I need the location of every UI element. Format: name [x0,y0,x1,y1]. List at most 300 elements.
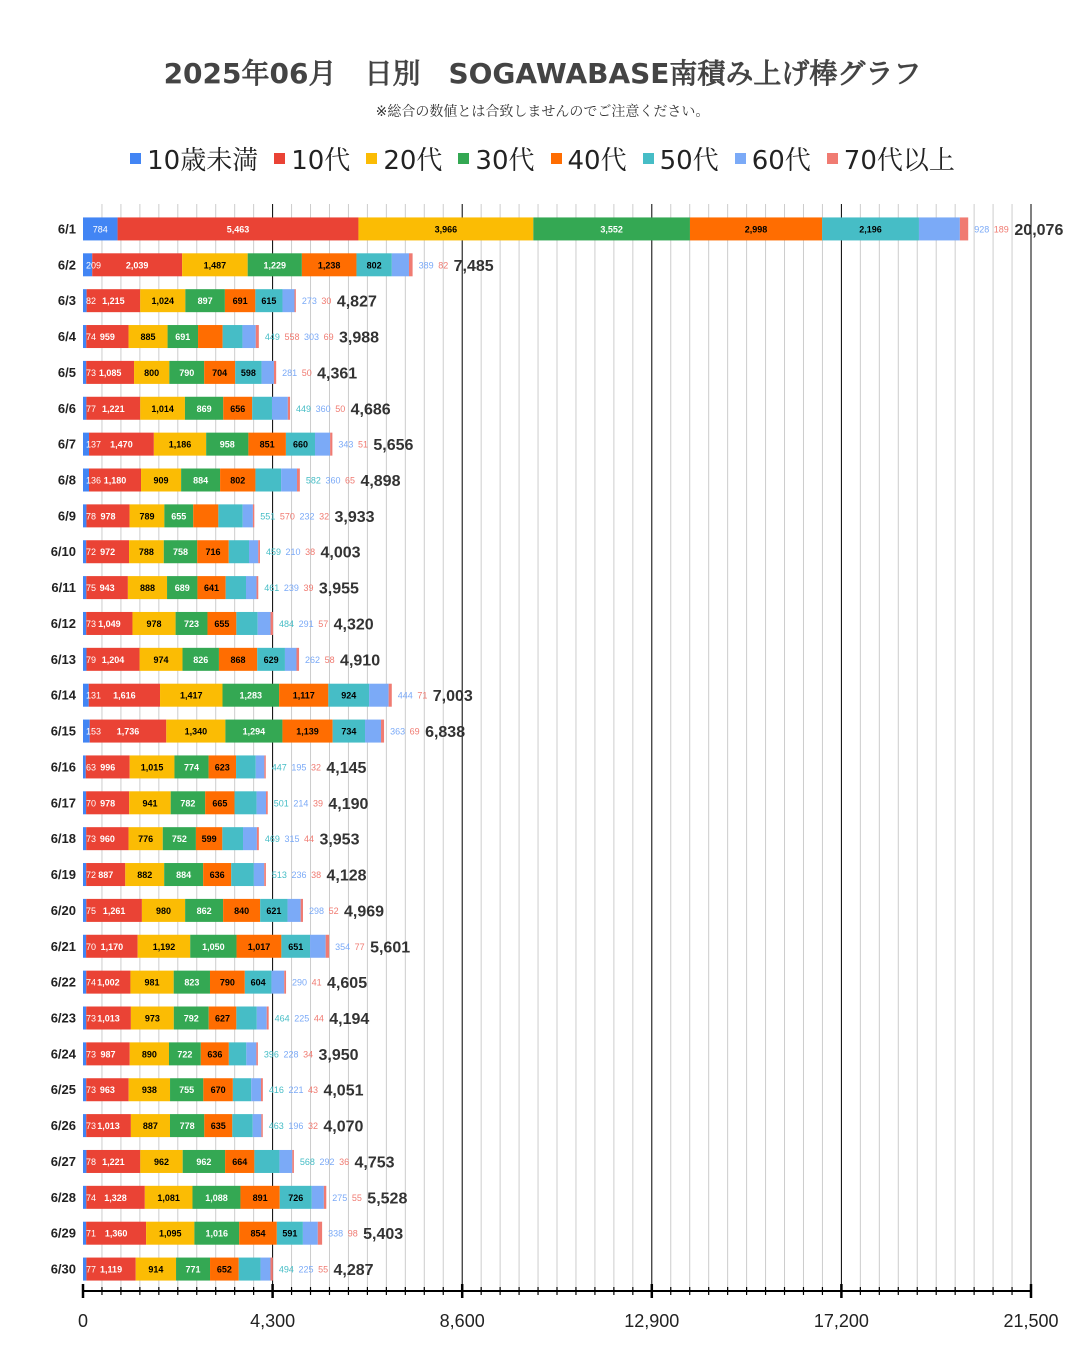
bar-segment [261,1258,271,1281]
total-label: 5,528 [367,1190,408,1208]
data-label: 1,139 [296,726,319,737]
data-label: 974 [153,654,169,665]
category-label: 6/5 [57,364,76,380]
data-label: 1,170 [100,941,124,952]
data-label: 670 [210,1085,226,1096]
data-label: 691 [175,332,191,343]
legend-label: 70代以上 [843,146,955,176]
data-label: 5,463 [226,224,250,235]
data-label: 1,095 [158,1228,182,1239]
data-label: 788 [138,547,154,558]
data-label: 36 [339,1156,350,1167]
bar-segment [369,684,389,707]
data-label: 82 [86,296,97,307]
data-label: 1,186 [168,439,192,450]
category-label: 6/28 [50,1189,76,1205]
bar-segment [330,433,332,456]
bar-segment [282,289,294,312]
data-label: 484 [279,618,295,629]
bar-segment [960,217,968,240]
bar-segment [303,1222,318,1245]
data-label: 71 [86,1228,97,1239]
bar-row [51,1078,364,1101]
data-label: 938 [141,1085,157,1096]
bar-segment [255,469,281,492]
data-label: 75 [86,583,97,594]
bar-row [58,361,357,384]
data-label: 996 [100,762,116,773]
bar-row [51,1114,364,1137]
bar-segment [232,1114,252,1137]
chart-subtitle: ※総合の数値とは合致しませんのでご注意ください。 [375,104,710,120]
bar-segment [365,720,381,743]
total-label: 5,656 [373,437,414,455]
total-label: 3,950 [318,1046,359,1064]
data-label: 826 [193,654,209,665]
bar-row [51,791,369,814]
bar-segment [243,504,253,527]
category-label: 6/3 [57,293,76,309]
data-label: 664 [232,1156,248,1167]
data-label: 41 [311,977,322,988]
data-label: 1,002 [97,977,120,988]
data-label: 636 [207,1049,223,1060]
data-label: 2,196 [859,224,882,235]
data-label: 501 [273,798,289,809]
total-label: 3,953 [319,831,360,849]
bar-segment [271,971,284,994]
bar-row [51,612,374,635]
bar-row [58,433,414,456]
bar-segment [297,469,300,492]
data-label: 221 [288,1085,304,1096]
bar-segment [222,827,243,850]
data-label: 360 [315,403,331,414]
data-label: 1,470 [110,439,133,450]
category-label: 6/26 [50,1118,76,1134]
data-label: 958 [219,439,235,450]
data-label: 73 [86,1049,97,1060]
data-label: 77 [86,1264,97,1275]
bar-row [51,971,368,994]
data-label: 598 [240,367,256,378]
bar-segment [264,755,265,778]
chart-title: 2025年06月 日別 SOGAWABASE南積み上げ棒グラフ [163,57,922,90]
data-label: 888 [139,583,155,594]
data-label: 39 [312,798,323,809]
data-label: 1,221 [102,403,125,414]
data-label: 136 [86,475,102,486]
data-label: 210 [285,547,301,558]
bar-row [51,863,367,886]
data-label: 239 [283,583,299,594]
bar-segment [253,504,254,527]
data-label: 494 [278,1264,294,1275]
data-label: 281 [282,367,298,378]
bar-segment [246,576,257,599]
data-label: 343 [338,439,354,450]
category-label: 6/13 [50,651,76,667]
data-label: 449 [264,332,280,343]
category-label: 6/2 [57,257,76,273]
total-label: 4,898 [360,473,401,490]
bar-segment [312,1186,324,1209]
data-label: 73 [86,1013,97,1024]
category-label: 6/10 [50,544,76,560]
data-label: 978 [146,618,162,629]
category-label: 6/20 [50,902,76,918]
category-label: 6/21 [50,938,76,954]
total-label: 3,955 [318,580,359,598]
bar-row [51,1150,395,1173]
data-label: 189 [993,224,1009,235]
bar-row [51,1222,404,1245]
data-label: 551 [260,511,276,522]
data-label: 802 [366,260,382,271]
data-label: 862 [196,905,212,916]
data-label: 38 [305,547,316,558]
bar-segment [256,1042,257,1065]
data-label: 360 [325,475,341,486]
bar-segment [229,540,249,563]
data-label: 50 [335,403,346,414]
bar-row [51,899,384,922]
data-label: 57 [318,618,329,629]
data-label: 77 [354,941,365,952]
category-label: 6/19 [50,867,76,883]
bar-segment [261,1078,263,1101]
data-label: 629 [263,654,279,665]
data-label: 389 [418,260,434,271]
total-label: 4,070 [323,1118,364,1136]
data-label: 131 [86,690,102,701]
bar-segment [229,1042,246,1065]
bar-segment [236,612,257,635]
data-label: 1,049 [98,618,121,629]
bar-segment [226,576,246,599]
total-label: 3,933 [334,508,375,526]
data-label: 444 [397,690,413,701]
data-label: 973 [144,1013,160,1024]
data-label: 214 [293,798,309,809]
category-label: 6/6 [57,400,76,416]
data-label: 941 [142,798,158,809]
data-label: 621 [266,905,282,916]
data-label: 615 [261,296,277,307]
data-label: 854 [250,1228,266,1239]
category-label: 6/22 [50,974,76,990]
data-label: 1,215 [102,296,125,307]
data-label: 32 [319,511,330,522]
total-label: 4,686 [350,401,391,419]
data-label: 981 [144,977,160,988]
bar-segment [296,648,299,671]
data-label: 3,552 [600,224,623,235]
category-label: 6/23 [50,1010,76,1026]
data-label: 887 [142,1121,158,1132]
category-label: 6/8 [57,472,76,488]
data-label: 71 [417,690,428,701]
category-label: 6/4 [57,329,76,345]
total-label: 20,076 [1014,221,1064,239]
data-label: 78 [86,511,97,522]
data-label: 82 [438,260,449,271]
data-label: 1,180 [103,475,127,486]
bar-segment [236,755,256,778]
bar-segment [266,791,268,814]
data-label: 868 [230,654,246,665]
data-label: 568 [299,1156,315,1167]
category-label: 6/27 [50,1153,76,1169]
data-label: 1,085 [98,367,122,378]
data-label: 44 [304,834,315,845]
bar-segment [256,755,265,778]
data-label: 1,328 [104,1192,127,1203]
total-label: 4,128 [326,867,367,885]
bar-row [58,397,391,420]
bar-segment [193,504,218,527]
data-label: 980 [155,905,172,916]
category-label: 6/1 [57,221,76,237]
category-label: 6/25 [50,1082,76,1098]
data-label: 885 [140,332,156,343]
data-label: 52 [328,905,339,916]
bar-segment [254,1150,279,1173]
data-label: 262 [305,654,321,665]
total-label: 5,403 [363,1226,404,1244]
bar-row [58,253,494,276]
category-label: 6/9 [57,508,76,524]
data-label: 726 [288,1192,304,1203]
bar-segment [292,1150,294,1173]
data-label: 30 [321,296,332,307]
data-label: 928 [974,224,990,235]
bar-row [51,576,359,599]
data-label: 890 [141,1049,157,1060]
data-label: 463 [268,1121,284,1132]
category-label: 6/14 [50,687,76,703]
data-label: 987 [100,1049,116,1060]
bar-row [51,540,361,563]
category-label: 6/16 [50,759,76,775]
bar-row [51,1042,359,1065]
total-label: 4,969 [343,903,385,921]
data-label: 354 [335,941,351,952]
data-label: 599 [201,834,217,845]
total-label: 4,827 [336,293,377,311]
bar-segment [318,1222,322,1245]
data-label: 303 [304,332,320,343]
data-label: 396 [263,1049,279,1060]
bar-segment [257,827,259,850]
bar-row [51,1258,374,1281]
data-label: 789 [139,511,155,522]
data-label: 1,204 [101,654,125,665]
legend-label: 50代 [659,146,719,176]
x-tick-label: 4,300 [250,1311,296,1331]
data-label: 1,050 [202,941,225,952]
data-label: 513 [271,870,287,881]
data-label: 1,417 [180,690,203,701]
data-label: 363 [390,726,406,737]
total-label: 4,910 [340,652,381,670]
data-label: 1,016 [205,1228,229,1239]
data-label: 70 [86,941,97,952]
data-label: 72 [86,870,97,881]
data-label: 851 [259,439,275,450]
bar-segment [243,827,257,850]
data-label: 792 [183,1013,199,1024]
total-label: 5,601 [370,939,411,957]
data-label: 972 [100,547,116,558]
data-label: 1,024 [151,296,175,307]
data-label: 943 [99,583,115,594]
bar-segment [267,1007,269,1030]
data-label: 790 [179,367,195,378]
data-label: 55 [318,1264,329,1275]
data-label: 461 [264,583,280,594]
data-label: 447 [271,762,287,773]
data-label: 891 [252,1192,268,1203]
data-label: 962 [196,1156,212,1167]
data-label: 782 [180,798,196,809]
bar-row [51,755,367,778]
bar-segment [231,863,254,886]
data-label: 72 [86,547,97,558]
total-label: 4,051 [323,1082,364,1100]
data-label: 1,221 [102,1156,125,1167]
data-label: 79 [86,654,97,665]
category-label: 6/24 [50,1046,76,1062]
data-label: 70 [86,798,97,809]
data-label: 641 [204,583,220,594]
data-label: 58 [324,654,335,665]
bar-segment [284,971,286,994]
total-label: 4,145 [326,759,367,777]
data-label: 1,017 [247,941,271,952]
data-label: 73 [86,1085,97,1096]
data-label: 228 [283,1049,299,1060]
bar-segment [235,791,257,814]
data-label: 464 [274,1013,290,1024]
data-label: 722 [177,1049,193,1060]
data-label: 636 [209,870,225,881]
data-label: 623 [214,762,230,773]
bar-segment [389,684,392,707]
legend-label: 60代 [751,146,811,176]
data-label: 655 [171,511,187,522]
bar-segment [239,1258,261,1281]
bar-segment [258,612,271,635]
x-tick-label: 21,500 [1003,1311,1059,1331]
data-label: 914 [148,1264,164,1275]
bar-segment [262,361,274,384]
data-label: 2,039 [125,260,149,271]
data-label: 704 [212,367,228,378]
data-label: 627 [215,1013,231,1024]
bar-row [51,1007,370,1030]
category-label: 6/12 [50,615,76,631]
bar-segment [272,397,288,420]
total-label: 4,190 [328,795,369,813]
data-label: 784 [92,224,108,235]
total-label: 7,485 [453,257,494,275]
data-label: 153 [86,726,102,737]
data-label: 884 [176,870,192,881]
bar-segment [246,1042,256,1065]
category-label: 6/17 [50,795,76,811]
data-label: 882 [137,870,153,881]
data-label: 774 [183,762,200,773]
category-label: 6/29 [50,1225,76,1241]
data-label: 558 [284,332,300,343]
data-label: 924 [341,690,357,701]
data-label: 225 [294,1013,310,1024]
data-label: 1,340 [184,726,208,737]
category-label: 6/30 [50,1261,76,1277]
data-label: 39 [303,583,314,594]
data-label: 716 [205,547,221,558]
data-label: 689 [174,583,190,594]
data-label: 273 [301,296,317,307]
data-label: 78 [86,1156,97,1167]
bar-segment [254,863,264,886]
data-label: 225 [298,1264,314,1275]
bar-segment [288,397,290,420]
data-label: 656 [230,403,246,414]
data-label: 570 [279,511,295,522]
data-label: 275 [332,1192,348,1203]
bar-segment [409,253,413,276]
data-label: 1,014 [151,403,174,414]
data-label: 338 [328,1228,344,1239]
legend-label: 20代 [383,146,443,176]
data-label: 50 [301,367,312,378]
bar-segment [381,720,384,743]
data-label: 778 [179,1121,195,1132]
bar-segment [919,217,960,240]
bar-segment [261,1114,262,1137]
data-label: 291 [298,618,314,629]
data-label: 73 [86,618,97,629]
bar-segment [257,576,259,599]
data-label: 635 [210,1121,226,1132]
data-label: 1,088 [205,1192,228,1203]
data-label: 800 [144,367,160,378]
category-label: 6/15 [50,723,76,739]
data-label: 2,998 [744,224,768,235]
data-label: 315 [284,834,300,845]
bar-segment [264,863,266,886]
data-label: 43 [308,1085,319,1096]
bar-segment [288,899,301,922]
bar-segment [223,325,243,348]
data-label: 209 [86,260,102,271]
data-label: 1,360 [104,1228,128,1239]
bar-segment [258,540,260,563]
data-label: 1,283 [239,690,263,701]
data-label: 978 [100,798,116,809]
data-label: 65 [345,475,356,486]
total-label: 4,194 [329,1011,370,1028]
x-tick-label: 12,900 [624,1311,680,1331]
data-label: 652 [216,1264,232,1275]
data-label: 1,487 [203,260,227,271]
data-label: 449 [296,403,312,414]
data-label: 98 [347,1228,358,1239]
x-tick-label: 17,200 [813,1311,869,1331]
bar-segment [310,935,326,958]
